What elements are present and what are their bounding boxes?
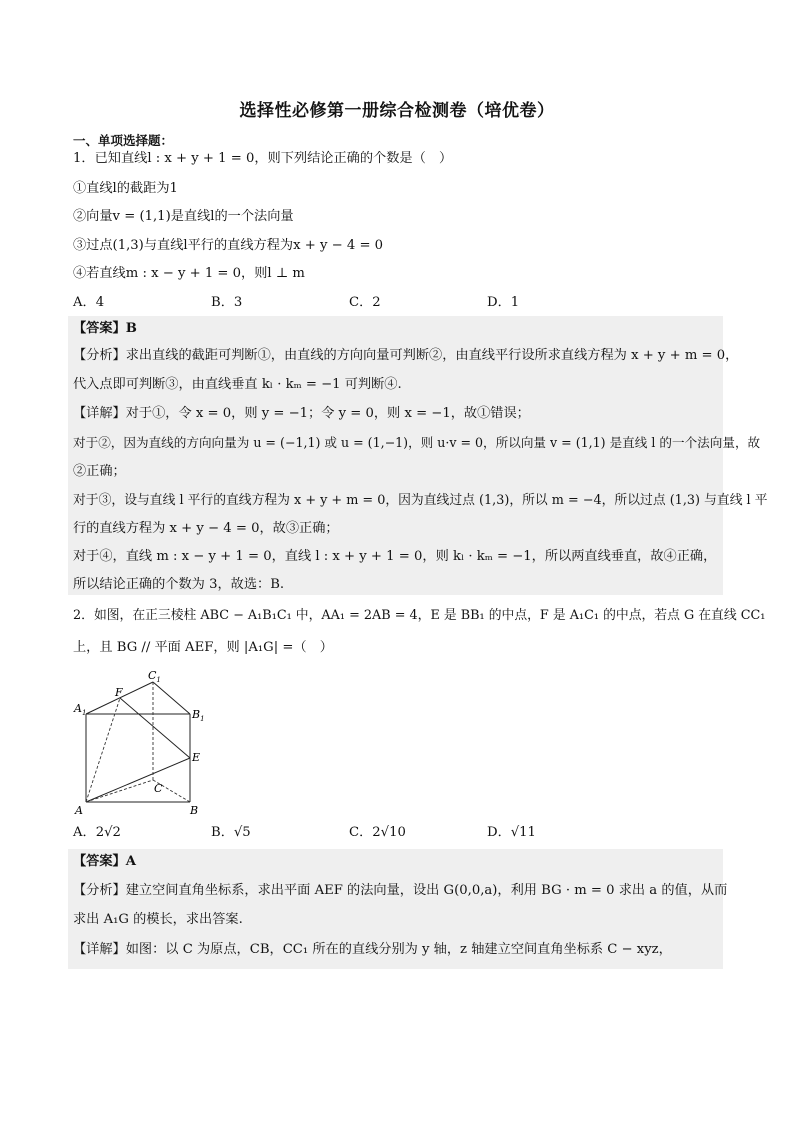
question-1-item-1: ①直线l的截距为1 bbox=[73, 181, 178, 196]
detail-1-line-7: 所以结论正确的个数为 3，故选：B. bbox=[73, 577, 285, 592]
label-f: F bbox=[115, 686, 123, 699]
analysis-2-line-1: 【分析】建立空间直角坐标系，求出平面 AEF 的法向量，设出 G(0,0,a)，利用 BG · m = 0 求出 a 的值，从而 bbox=[73, 883, 728, 898]
question-1-item-3: ③过点(1,3)与直线l平行的直线方程为x + y − 4 = 0 bbox=[73, 238, 384, 253]
analysis-1-line-2: 代入点即可判断③，由直线垂直 kₗ · kₘ = −1 可判断④. bbox=[73, 377, 402, 392]
detail-1-line-3: ②正确； bbox=[73, 464, 126, 479]
option-d: D．√11 bbox=[487, 825, 536, 840]
detail-1-line-2: 对于②，因为直线的方向向量为 u = (−1,1) 或 u = (1,−1)，则 u·v = 0，所以向量 v = (1,1) 是直线 l 的一个法向量，故 bbox=[73, 435, 761, 450]
answer-1: 【答案】B bbox=[73, 321, 137, 336]
label-b: B bbox=[190, 804, 199, 817]
answer-2: 【答案】A bbox=[73, 854, 136, 869]
option-b: B．√5 bbox=[211, 825, 251, 840]
label-c1: $C_1$ bbox=[148, 669, 161, 684]
edge-c1b1 bbox=[153, 682, 190, 714]
detail-1-line-5: 行的直线方程为 x + y − 4 = 0，故③正确； bbox=[73, 521, 339, 536]
analysis-1-line-1: 【分析】求出直线的截距可判断①，由直线的方向向量可判断②，由直线平行设所求直线方程为 x + y + m = 0， bbox=[73, 348, 739, 363]
label-a: A bbox=[75, 804, 83, 817]
label-e: E bbox=[192, 751, 201, 764]
edge-ac-hidden bbox=[86, 780, 153, 802]
option-a: A．2√2 bbox=[73, 825, 121, 840]
label-c: C bbox=[154, 782, 163, 795]
question-1-item-4: ④若直线m : x − y + 1 = 0，则l ⊥ m bbox=[73, 266, 305, 281]
question-2-stem-line-2: 上，且 BG // 平面 AEF，则 |A₁G| =（ ） bbox=[73, 640, 333, 655]
prism-figure bbox=[70, 668, 220, 820]
option-c: C．2 bbox=[349, 295, 381, 310]
edge-ae bbox=[86, 758, 190, 802]
option-b: B．3 bbox=[211, 295, 243, 310]
edge-fe bbox=[120, 698, 190, 758]
question-1-item-2: ②向量v = (1,1)是直线l的一个法向量 bbox=[73, 209, 294, 224]
option-d: D．1 bbox=[487, 295, 520, 310]
label-b1: $B_1$ bbox=[192, 708, 205, 723]
detail-1-line-1: 【详解】对于①，令 x = 0，则 y = −1；令 y = 0，则 x = −1，故①错误； bbox=[73, 406, 530, 421]
label-a1: $A_1$ bbox=[74, 702, 87, 717]
page-title: 选择性必修第一册综合检测卷（培优卷） bbox=[239, 101, 555, 121]
option-a: A．4 bbox=[73, 295, 105, 310]
analysis-2-line-2: 求出 A₁G 的模长，求出答案. bbox=[73, 912, 243, 927]
detail-1-line-6: 对于④，直线 m : x − y + 1 = 0，直线 l : x + y + 1 = 0，则 kₗ · kₘ = −1，所以两直线垂直，故④正确， bbox=[73, 549, 717, 564]
detail-2-line-1: 【详解】如图：以 C 为原点，CB，CC₁ 所在的直线分别为 y 轴，z 轴建立空间直角坐标系 C − xyz， bbox=[73, 942, 672, 957]
section-heading: 一、单项选择题： bbox=[73, 133, 174, 148]
question-1-stem: 1．已知直线l : x + y + 1 = 0，则下列结论正确的个数是（ ） bbox=[73, 151, 453, 166]
detail-1-line-4: 对于③，设与直线 l 平行的直线方程为 x + y + m = 0，因为直线过点 (1,3)，所以 m = −4，所以过点 (1,3) 与直线 l 平 bbox=[73, 493, 768, 508]
question-2-stem-line-1: 2．如图，在正三棱柱 ABC − A₁B₁C₁ 中，AA₁ = 2AB = 4，E 是 BB₁ 的中点，F 是 A₁C₁ 的中点，若点 G 在直线 CC₁ bbox=[73, 608, 766, 623]
option-c: C．2√10 bbox=[349, 825, 406, 840]
